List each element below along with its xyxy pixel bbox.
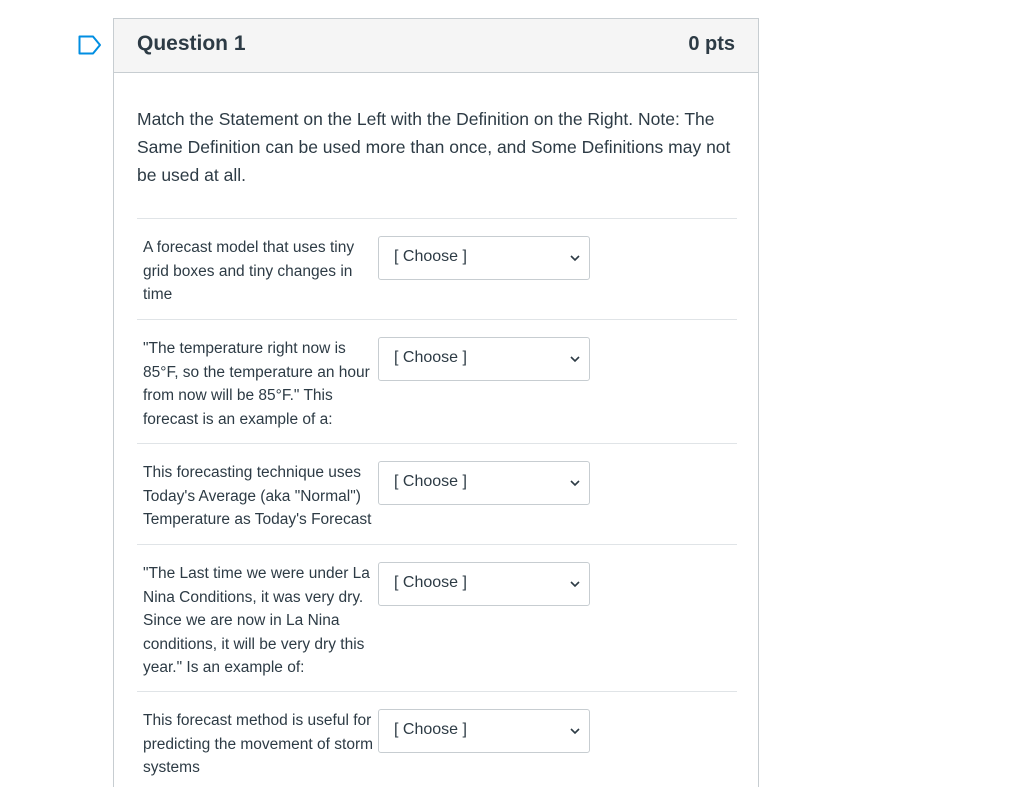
- match-row: [137, 218, 737, 319]
- match-statement: A forecast model that uses tiny grid boxes and tiny changes in time: [143, 239, 355, 303]
- question-card: [113, 18, 759, 787]
- question-points: 0 pts: [688, 33, 735, 55]
- match-statement: This forecasting technique uses Today's Average (aka "Normal") Temperature as Today's Forecast: [143, 464, 372, 528]
- match-row: [137, 544, 737, 691]
- chevron-down-icon: [569, 253, 581, 263]
- select-value: [ Choose ]: [394, 721, 467, 738]
- question-title: Question 1: [137, 32, 246, 55]
- definition-select[interactable]: [378, 562, 590, 606]
- match-row: [137, 319, 737, 443]
- flag-question-icon[interactable]: [78, 35, 102, 55]
- select-value: [ Choose ]: [394, 473, 467, 490]
- match-statement: This forecast method is useful for predicting the movement of storm systems: [143, 712, 374, 776]
- select-value: [ Choose ]: [394, 574, 467, 591]
- match-row: [137, 691, 737, 787]
- question-header: [114, 19, 758, 73]
- chevron-down-icon: [569, 478, 581, 488]
- definition-select[interactable]: [378, 461, 590, 505]
- select-value: [ Choose ]: [394, 349, 467, 366]
- definition-select[interactable]: [378, 236, 590, 280]
- chevron-down-icon: [569, 354, 581, 364]
- question-text: Match the Statement on the Left with the Definition on the Right. Note: The Same Definition can be used more than once, and Some Definitions may not be used at all.: [137, 109, 731, 185]
- match-statement: "The Last time we were under La Nina Conditions, it was very dry. Since we are now in La Nina conditions, it will be very dry this year." Is an example of:: [143, 565, 370, 676]
- match-statement: "The temperature right now is 85°F, so the temperature an hour from now will be 85°F." This forecast is an example of a:: [143, 340, 370, 428]
- select-value: [ Choose ]: [394, 248, 467, 265]
- match-row: [137, 443, 737, 544]
- chevron-down-icon: [569, 726, 581, 736]
- definition-select[interactable]: [378, 337, 590, 381]
- chevron-down-icon: [569, 579, 581, 589]
- definition-select[interactable]: [378, 709, 590, 753]
